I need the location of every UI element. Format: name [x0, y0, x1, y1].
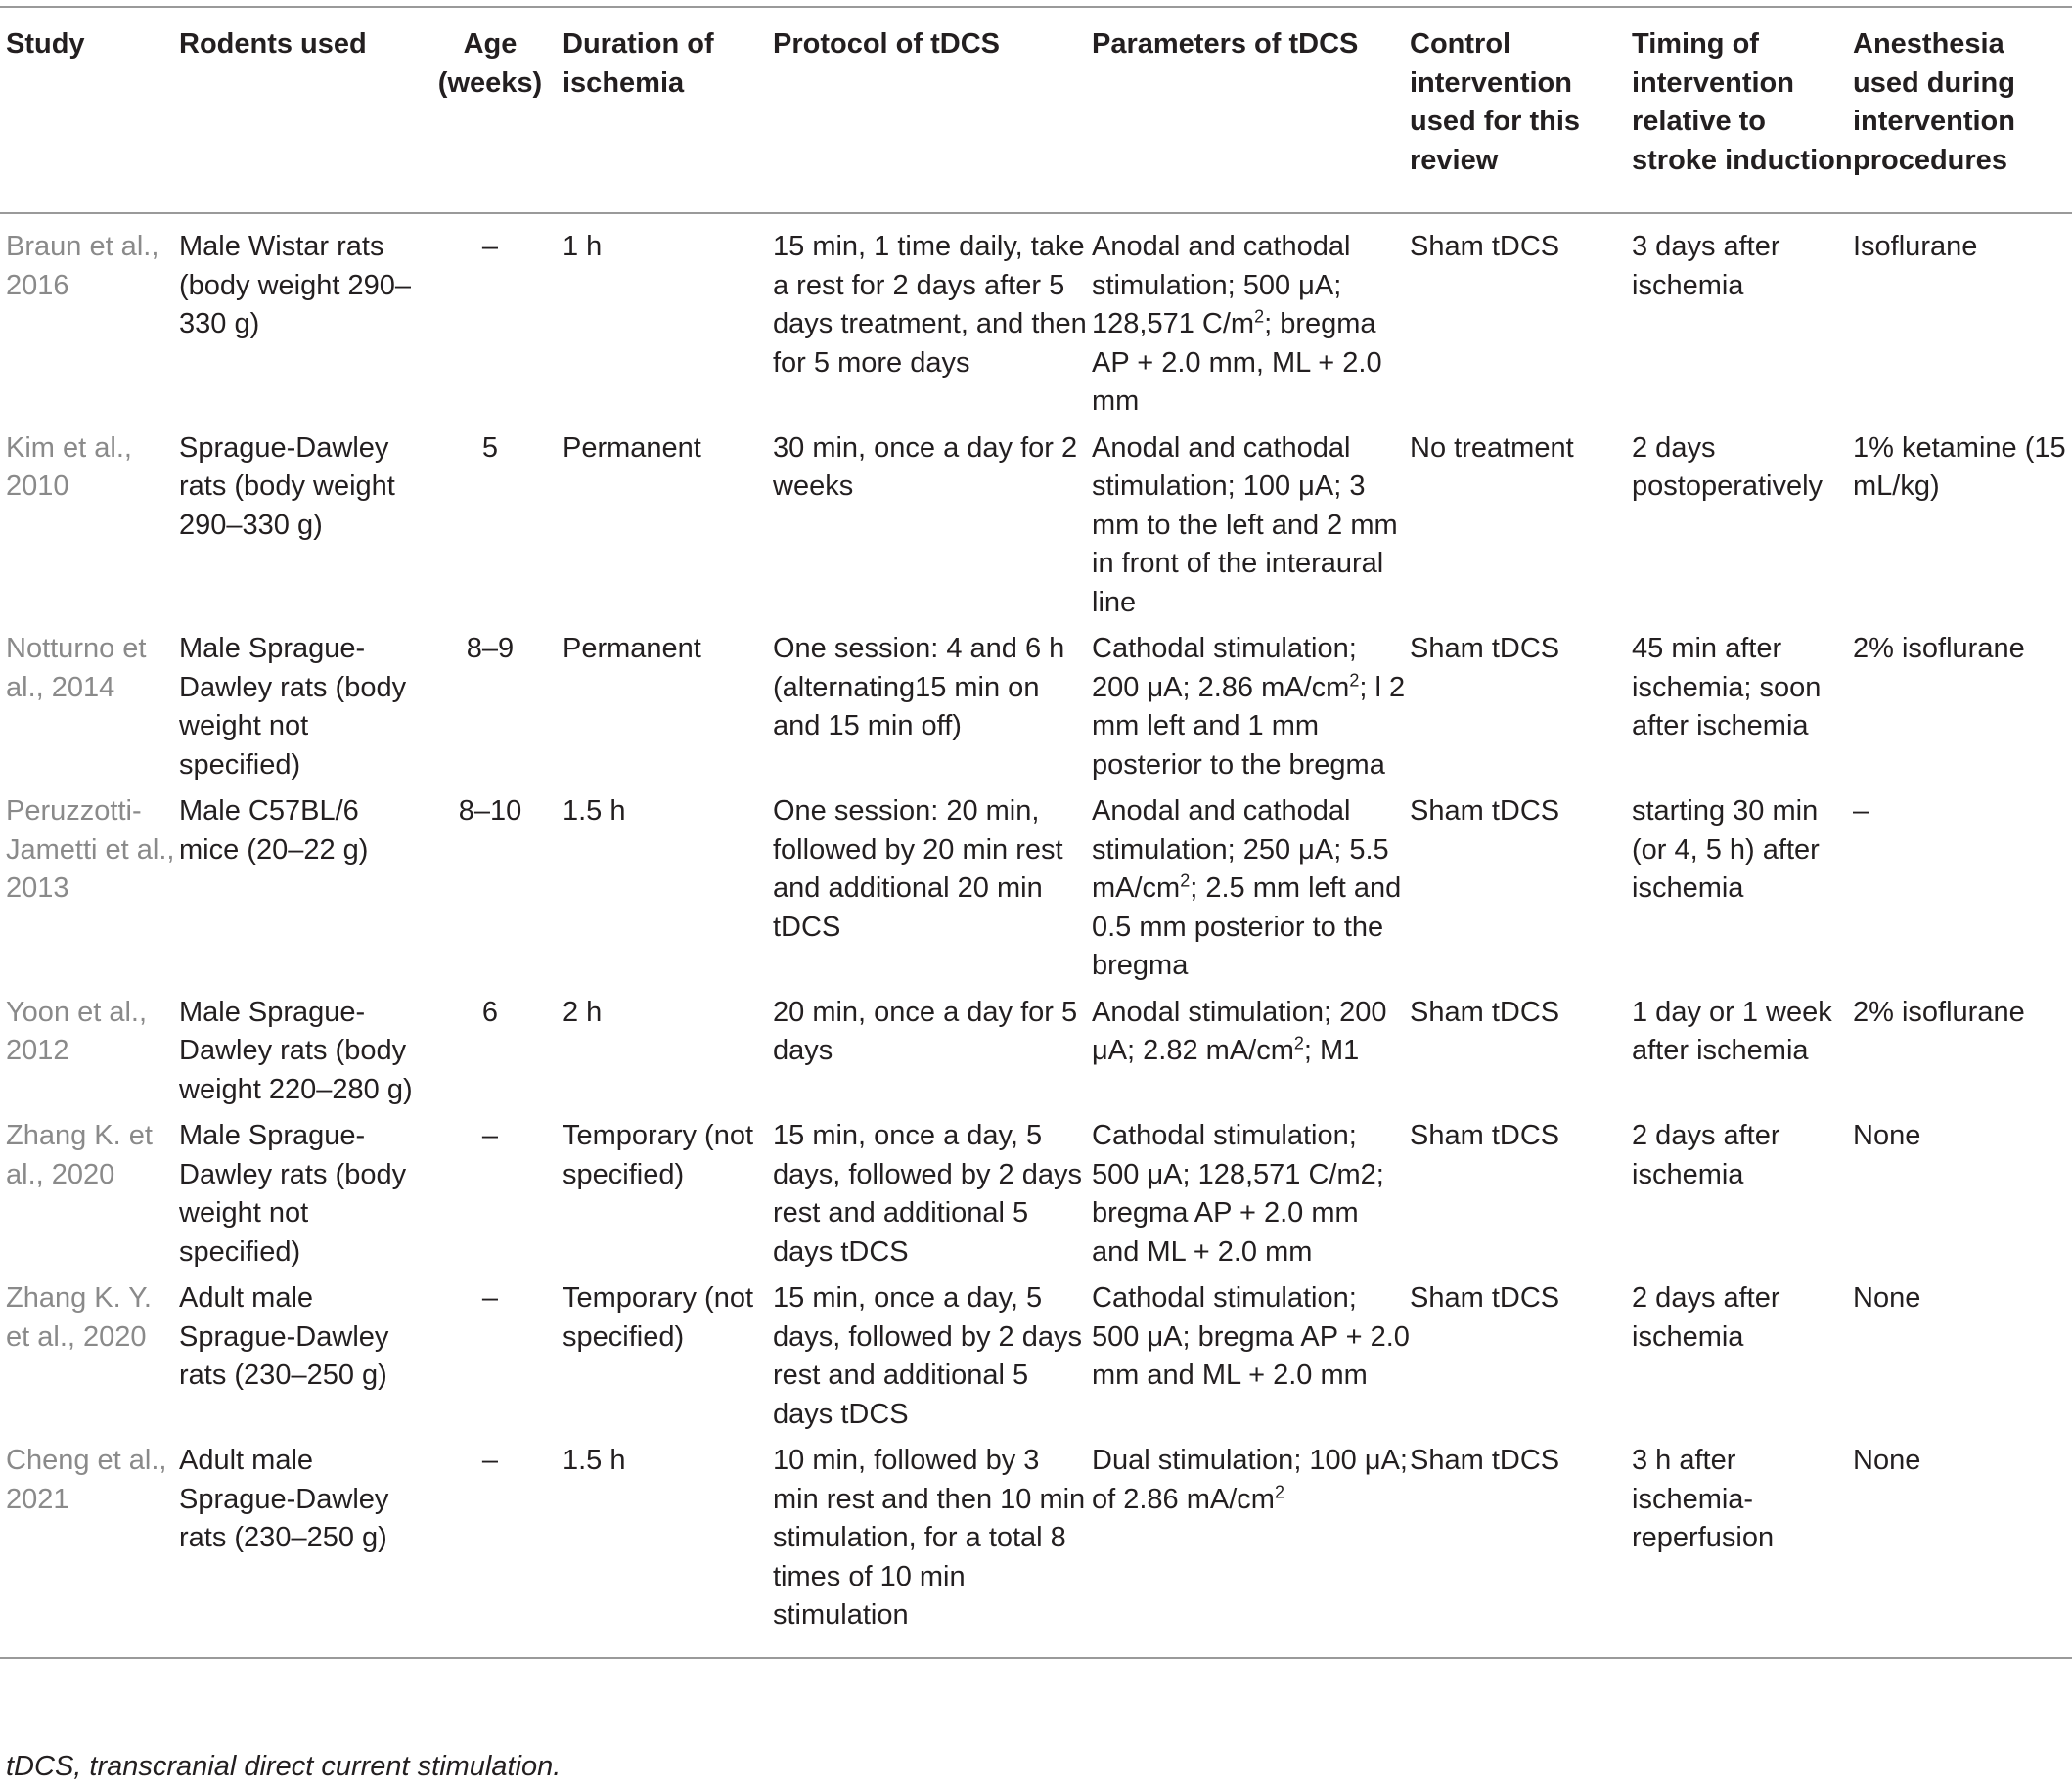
cell-study: Kim et al., 2010 — [6, 431, 132, 502]
table-row — [0, 429, 2072, 631]
cell-protocol: One session: 4 and 6 h (alternating15 min on and 15 min off) — [773, 633, 1065, 741]
cell-protocol: 15 min, once a day, 5 days, followed by 2 days rest and additional 5 days tDCS — [773, 1282, 1082, 1430]
cell-timing: 3 days after ischemia — [1632, 231, 1780, 301]
cell-anesthesia: Isoflurane — [1853, 231, 1978, 262]
cell-control: Sham tDCS — [1410, 1282, 1560, 1314]
cell-age: 5 — [481, 431, 499, 464]
cell-protocol: 30 min, once a day for 2 weeks — [773, 431, 1078, 502]
table-body — [0, 213, 2072, 1658]
cell-protocol: 10 min, followed by 3 min rest and then 10 min stimulation, for a total 8 times of 10 min stimulation — [773, 1445, 1086, 1631]
header-timing: Timing of intervention relative to stroke induction — [1632, 28, 1853, 176]
cell-parameters: Anodal and cathodal stimulation; 500 μA; 128,571 $C/m^2$; bregma AP + 2.0 mm, ML + 2.0 mm — [1092, 231, 1382, 417]
header-control: Control intervention used for this review — [1410, 28, 1581, 176]
table-row — [0, 994, 2072, 1118]
cell-duration: 1 h — [563, 231, 603, 262]
cell-rodents: Adult male Sprague-Dawley rats (230–250 g) — [179, 1282, 389, 1391]
cell-protocol: One session: 20 min, followed by 20 min rest and additional 20 min tDCS — [773, 795, 1063, 943]
cell-rodents: Male Sprague-Dawley rats (body weight not specified) — [179, 633, 407, 781]
cell-timing: 2 days after ischemia — [1632, 1282, 1780, 1353]
cell-age: – — [481, 231, 499, 262]
cell-rodents: Male C57BL/6 mice (20–22 g) — [179, 795, 369, 866]
cell-control: Sham tDCS — [1410, 996, 1560, 1028]
header-row — [0, 7, 2072, 213]
table-row — [0, 1117, 2072, 1279]
cell-timing: 45 min after ischemia; soon after ischemia — [1632, 633, 1822, 741]
cell-protocol: 20 min, once a day for 5 days — [773, 996, 1078, 1066]
cell-age: – — [481, 1282, 499, 1314]
cell-timing: 1 day or 1 week after ischemia — [1632, 996, 1832, 1066]
cell-anesthesia: 2% isoflurane — [1853, 633, 2025, 664]
cell-timing: 2 days postoperatively — [1632, 431, 1824, 502]
cell-duration: 1.5 h — [563, 795, 626, 826]
header-anesthesia: Anesthesia used during intervention procedures — [1853, 28, 2015, 176]
study-characteristics-table — [0, 6, 2072, 1659]
table-row — [0, 792, 2072, 994]
cell-duration: Permanent — [563, 633, 701, 664]
cell-study: Zhang K. et al., 2020 — [6, 1120, 153, 1190]
cell-control: Sham tDCS — [1410, 1120, 1560, 1151]
cell-age: – — [481, 1120, 499, 1151]
cell-rodents: Adult male Sprague-Dawley rats (230–250 g) — [179, 1445, 389, 1553]
cell-rodents: Sprague-Dawley rats (body weight 290–330 g) — [179, 431, 395, 541]
cell-timing: 3 h after ischemia-reperfusion — [1632, 1445, 1775, 1553]
cell-study: Zhang K. Y. et al., 2020 — [6, 1282, 152, 1353]
table-row — [0, 1442, 2072, 1658]
cell-control: No treatment — [1410, 431, 1574, 464]
cell-anesthesia: – — [1853, 795, 1869, 826]
cell-rodents: Male Sprague-Dawley rats (body weight 220–280 g) — [179, 996, 413, 1105]
header-rodents: Rodents used — [179, 28, 367, 60]
cell-study: Yoon et al., 2012 — [6, 996, 148, 1066]
header-age: Age (weeks) — [437, 28, 543, 99]
table-row — [0, 630, 2072, 792]
cell-parameters: Anodal and cathodal stimulation; 100 μA; 3 mm to the left and 2 mm in front of the interaural line — [1092, 431, 1398, 618]
cell-age: 8–10 — [458, 795, 522, 826]
cell-study: Braun et al., 2016 — [6, 231, 159, 301]
cell-parameters: Cathodal stimulation; 200 μA; 2.86 $mA/cm^2$; l 2 mm left and 1 mm posterior to the bregma — [1092, 633, 1406, 781]
header-protocol: Protocol of tDCS — [773, 28, 1000, 60]
cell-anesthesia: None — [1853, 1445, 1921, 1476]
cell-control: Sham tDCS — [1410, 1445, 1560, 1476]
cell-timing: starting 30 min (or 4, 5 h) after ischemia — [1632, 795, 1820, 904]
cell-study: Peruzzotti-Jametti et al., 2013 — [6, 795, 175, 904]
header-study: Study — [6, 28, 85, 60]
cell-parameters: Anodal stimulation; 200 μA; 2.82 $mA/cm^2$; M1 — [1092, 996, 1387, 1066]
cell-parameters: Cathodal stimulation; 500 μA; bregma AP + 2.0 mm and ML + 2.0 mm — [1092, 1282, 1410, 1391]
cell-protocol: 15 min, 1 time daily, take a rest for 2 days after 5 days treatment, and then for 5 more days — [773, 231, 1087, 379]
cell-duration: 2 h — [563, 996, 603, 1028]
cell-control: Sham tDCS — [1410, 795, 1560, 826]
cell-protocol: 15 min, once a day, 5 days, followed by 2 days rest and additional 5 days tDCS — [773, 1120, 1082, 1268]
cell-control: Sham tDCS — [1410, 633, 1560, 664]
cell-study: Cheng et al., 2021 — [6, 1445, 167, 1515]
cell-duration: Temporary (not specified) — [563, 1120, 754, 1190]
cell-parameters: Dual stimulation; 100 μA; of 2.86 $mA/cm^2$ — [1092, 1445, 1408, 1515]
cell-anesthesia: 2% isoflurane — [1853, 996, 2025, 1028]
cell-anesthesia: None — [1853, 1120, 1921, 1151]
cell-rodents: Male Wistar rats (body weight 290–330 g) — [179, 231, 411, 339]
cell-timing: 2 days after ischemia — [1632, 1120, 1780, 1190]
cell-duration: Temporary (not specified) — [563, 1282, 754, 1353]
cell-duration: 1.5 h — [563, 1445, 626, 1476]
cell-study: Notturno et al., 2014 — [6, 633, 147, 703]
table-row — [0, 213, 2072, 429]
cell-parameters: Anodal and cathodal stimulation; 250 μA; 5.5 $mA/cm^2$; 2.5 mm left and 0.5 mm posterior to the bregma — [1092, 795, 1402, 981]
header-parameters: Parameters of tDCS — [1092, 28, 1359, 60]
table-row — [0, 1279, 2072, 1442]
cell-anesthesia: 1% ketamine (15 mL/kg) — [1853, 431, 2066, 502]
cell-age: – — [481, 1445, 499, 1476]
table-header — [0, 7, 2072, 213]
cell-anesthesia: None — [1853, 1282, 1921, 1314]
cell-age: 8–9 — [466, 633, 515, 664]
cell-rodents: Male Sprague-Dawley rats (body weight not specified) — [179, 1120, 407, 1268]
cell-age: 6 — [481, 996, 499, 1028]
cell-control: Sham tDCS — [1410, 231, 1560, 262]
cell-duration: Permanent — [563, 431, 701, 464]
header-duration: Duration of ischemia — [563, 28, 714, 99]
table-footnote: tDCS, transcranial direct current stimulation. — [6, 1751, 562, 1782]
cell-parameters: Cathodal stimulation; 500 μA; 128,571 C/m2; bregma AP + 2.0 mm and ML + 2.0 mm — [1092, 1120, 1384, 1268]
